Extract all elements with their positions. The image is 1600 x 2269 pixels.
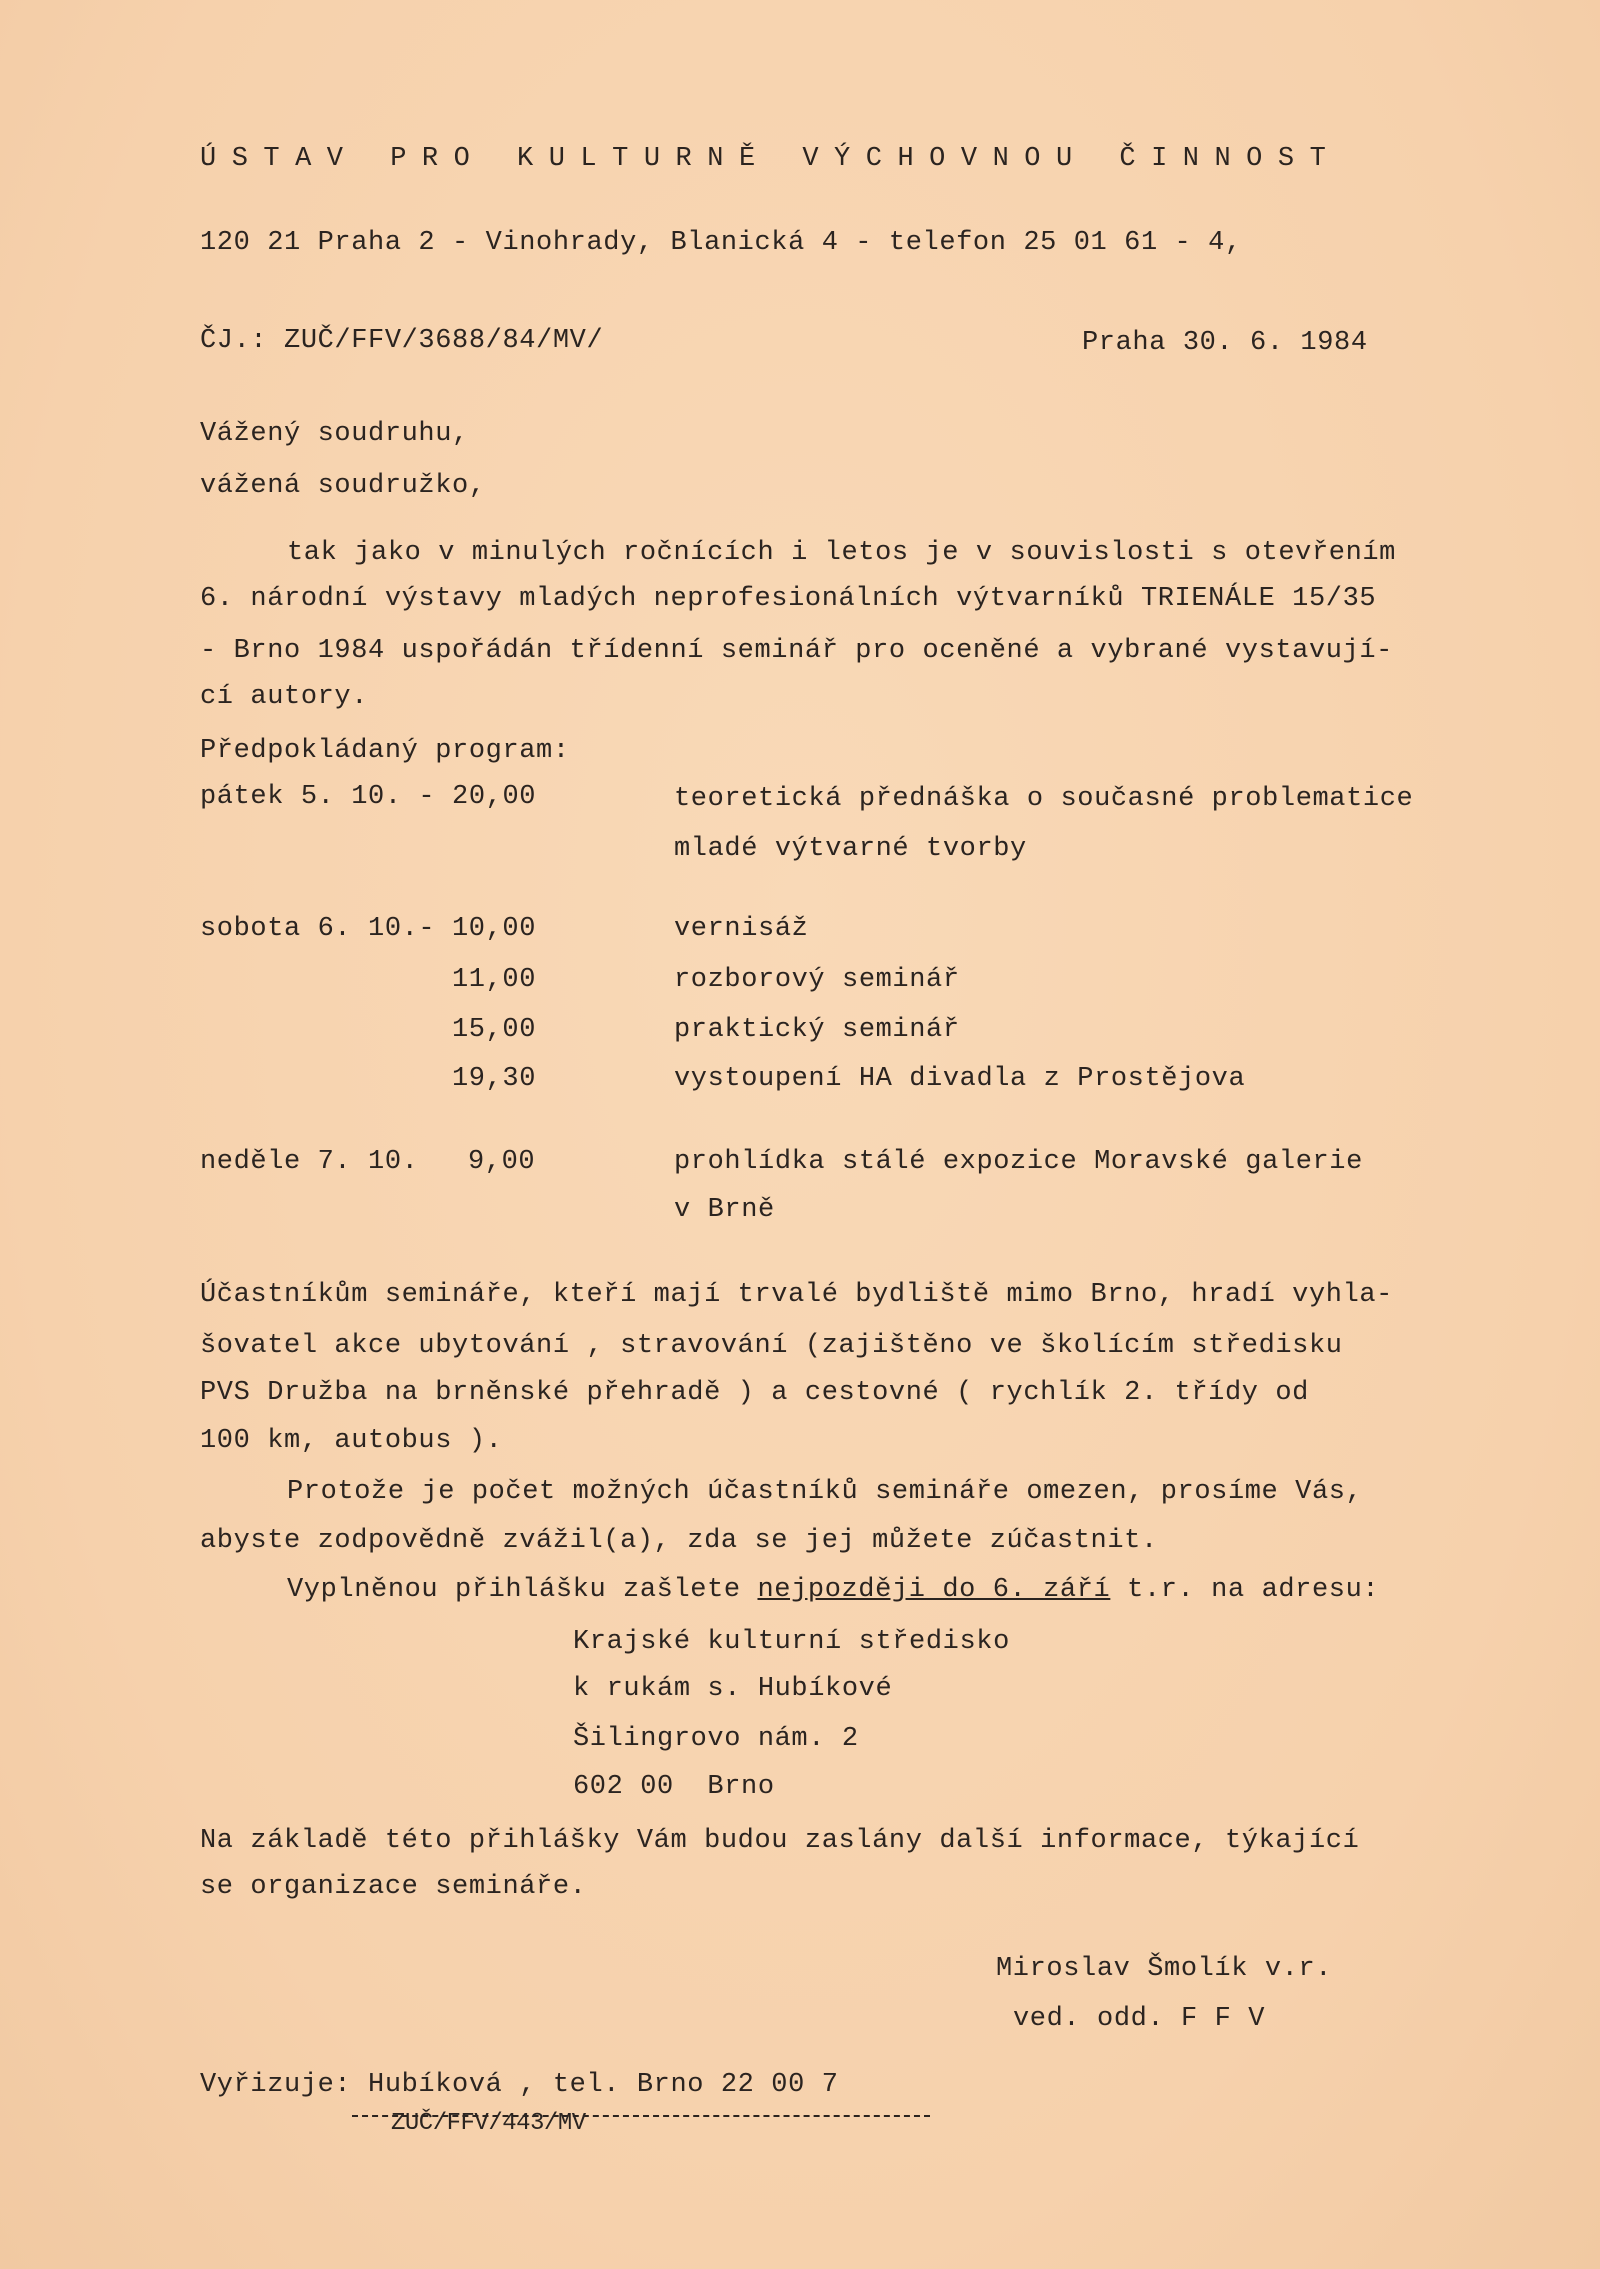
- reference-number: ČJ.: ZUČ/FFV/3688/84/MV/: [200, 326, 604, 356]
- program-item: praktický seminář: [674, 1015, 960, 1045]
- program-heading: Předpokládaný program:: [200, 736, 570, 766]
- address-line: 602 00 Brno: [573, 1772, 775, 1802]
- closing-line: se organizace semináře.: [200, 1872, 587, 1902]
- address-line: Krajské kulturní středisko: [573, 1627, 1010, 1657]
- program-day: sobota 6. 10.-: [200, 914, 436, 944]
- institution-name: ÚSTAV PRO KULTURNĚ VÝCHOVNOU ČINNOST: [200, 144, 1342, 174]
- program-item: prohlídka stálé expozice Moravské galerie: [674, 1147, 1363, 1177]
- body-line: Účastníkům semináře, kteří mají trvalé bydliště mimo Brno, hradí vyhla-: [200, 1280, 1393, 1310]
- program-time: 15,00: [452, 1015, 537, 1045]
- intro-line: - Brno 1984 uspořádán třídenní seminář pro oceněné a vybrané vystavují-: [200, 636, 1393, 666]
- program-day: neděle 7. 10.: [200, 1147, 419, 1177]
- address-line: Šilingrovo nám. 2: [573, 1724, 859, 1754]
- stamp-reference: ZUČ/FFV/443/MV: [391, 2110, 586, 2137]
- address-line: k rukám s. Hubíkové: [573, 1674, 893, 1704]
- program-day: pátek 5. 10. - 20,00: [200, 782, 537, 812]
- program-time: 9,00: [468, 1147, 536, 1177]
- program-item: vernisáž: [674, 914, 809, 944]
- limited-line: abyste zodpovědně zvážil(a), zda se jej můžete zúčastnit.: [200, 1526, 1158, 1556]
- send-instruction: [287, 1577, 1379, 1604]
- body-line: šovatel akce ubytování , stravování (zajištěno ve školícím středisku: [200, 1331, 1343, 1361]
- closing-line: Na základě této přihlášky Vám budou zaslány další informace, týkající: [200, 1826, 1360, 1856]
- send-suffix: t.r. na adresu:: [1110, 1575, 1380, 1605]
- program-item: rozborový seminář: [674, 965, 960, 995]
- contact-line: Vyřizuje: Hubíková , tel. Brno 22 00 7: [200, 2070, 839, 2100]
- body-line: 100 km, autobus ).: [200, 1426, 503, 1456]
- salutation-2: vážená soudružko,: [200, 471, 486, 501]
- intro-line: 6. národní výstavy mladých neprofesionálních výtvarníků TRIENÁLE 15/35: [200, 584, 1377, 614]
- institution-address: 120 21 Praha 2 - Vinohrady, Blanická 4 - telefon 25 01 61 - 4,: [200, 228, 1242, 258]
- send-deadline: nejpozději do 6. září: [757, 1575, 1111, 1605]
- send-prefix: Vyplněnou přihlášku zašlete: [287, 1575, 758, 1605]
- program-time: 19,30: [452, 1064, 537, 1094]
- signature-name: Miroslav Šmolík v.r.: [996, 1954, 1333, 1984]
- program-time: 10,00: [452, 914, 537, 944]
- intro-line: cí autory.: [200, 682, 369, 712]
- program-item: vystoupení HA divadla z Prostějova: [674, 1064, 1246, 1094]
- program-time: 11,00: [452, 965, 537, 995]
- signature-title: ved. odd. F F V: [1013, 2004, 1266, 2034]
- limited-line: Protože je počet možných účastníků semináře omezen, prosíme Vás,: [287, 1477, 1363, 1507]
- program-item: mladé výtvarné tvorby: [674, 834, 1027, 864]
- salutation-1: Vážený soudruhu,: [200, 419, 469, 449]
- program-item: v Brně: [674, 1195, 775, 1225]
- letter-date: Praha 30. 6. 1984: [1082, 328, 1368, 358]
- program-item: teoretická přednáška o současné problematice: [674, 784, 1414, 814]
- body-line: PVS Družba na brněnské přehradě ) a cestovné ( rychlík 2. třídy od: [200, 1378, 1309, 1408]
- intro-line: tak jako v minulých ročnících i letos je v souvislosti s otevřením: [287, 538, 1396, 568]
